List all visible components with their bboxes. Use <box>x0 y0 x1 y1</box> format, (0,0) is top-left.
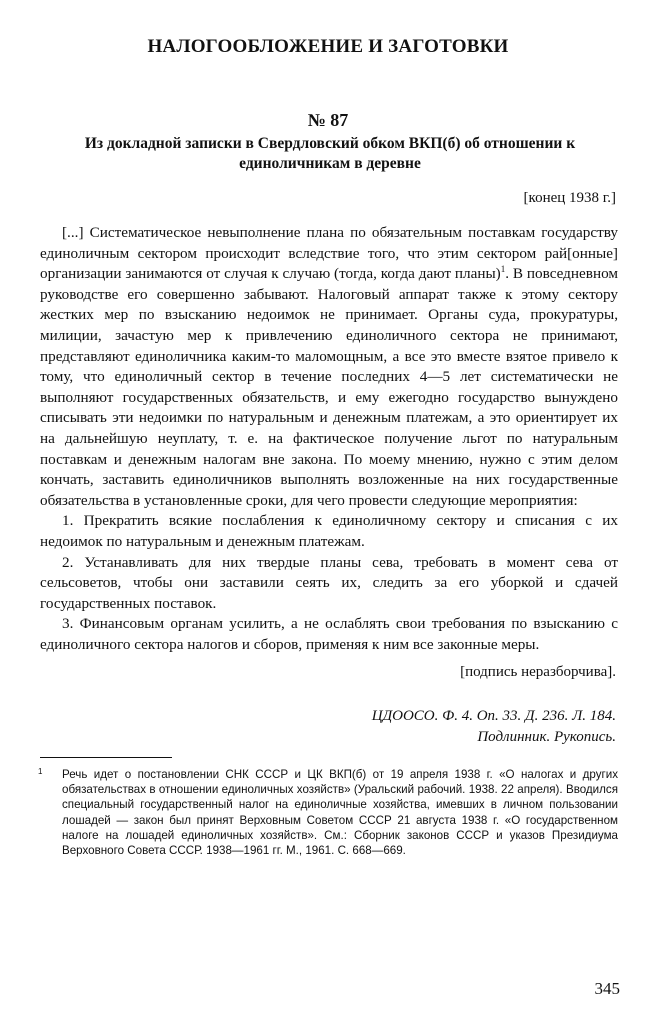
list-item: 1. Прекратить всякие послабления к единоличному сектору и списания с их недоимок по натуральным и денежным платежам. <box>40 512 618 550</box>
footnote-reference: 1 <box>500 264 506 275</box>
footnote-text: Речь идет о постановлении СНК СССР и ЦК ВКП(б) от 19 апреля 1938 г. «О налогах и других обязательствах в отношении единоличных хозяйств» (Уральский рабочий. 1938. 22 апреля). Вводился специальный государственный налог на единоличные хозяйства, имевших в личном пользовании лошадей — закон был принят Верховным Советом СССР 21 августа 1938 г. «О государственном налоге на лошадей единоличных хозяйств». См.: Сборник законов СССР и указов Президиума Верховного Совета СССР. 1938—1961 гг. М., 1961. С. 668—669. <box>62 768 618 858</box>
document-number: № 87 <box>307 110 349 130</box>
archive-reference: ЦДООСО. Ф. 4. Оп. 33. Д. 236. Л. 184. <box>371 708 616 724</box>
archive-reference-block <box>372 706 616 748</box>
list-item: 3. Финансовым органам усилить, а не ослаблять свои требования по взысканию с единоличного сектора налогов и сборов, применяя к ним все законные меры. <box>40 615 618 653</box>
footnote-divider <box>40 757 172 758</box>
footnote-mark: 1 <box>38 767 43 776</box>
section-title: НАЛОГООБЛОЖЕНИЕ И ЗАГОТОВКИ <box>147 36 509 57</box>
document-heading: Из докладной записки в Свердловский обком ВКП(б) об отношении к единоличникам в деревне <box>84 135 576 172</box>
paragraph-text: . В повседневном руководстве его совершенно забывают. Налоговый аппарат также к этому сектору жестких мер по взысканию недоимок не принимает. Органы суда, прокуратуры, милиции, зачастую мер к привлечению единоличного сектора не принимают, представляют единоличника каким-то маломощным, а все это вместе взятое привело к тому, что единоличный сектор в течение последних 4—5 лет систематически не выполняют государственных обязательств, и ему ежегодно государство вынуждено списывать эти недоимки по натуральным и денежным платежам, а это ориентирует их на дальнейшую неуплату, т. е. на фактическое получение льгот по натуральным поставкам и денежным налогам вне закона. По моему мнению, нужно с этим делом кончать, заставить единоличников выполнять возложенные на них государственные обязательства в установленные сроки, для чего провести следующие мероприятия: <box>40 265 618 509</box>
document-date: [конец 1938 г.] <box>523 190 616 206</box>
body-paragraph <box>40 223 618 511</box>
paragraph-text: [...] Систематическое невыполнение плана по обязательным поставкам государству единоличным сектором происходит вследствие того, что этим сектором рай[онные] организации занимаются от случая к случаю (тогда, когда дают планы) <box>40 224 618 283</box>
document-body <box>40 223 618 655</box>
list-item: 2. Устанавливать для них твердые планы сева, требовать в момент сева от сельсоветов, чтобы они заставили сеять их, следить за его уборкой и сдачей государственных поставок. <box>40 553 618 612</box>
page-number: 345 <box>594 979 620 998</box>
footnote <box>40 767 618 858</box>
archive-note: Подлинник. Рукопись. <box>477 729 616 745</box>
signature-note: [подпись неразборчива]. <box>460 664 616 680</box>
